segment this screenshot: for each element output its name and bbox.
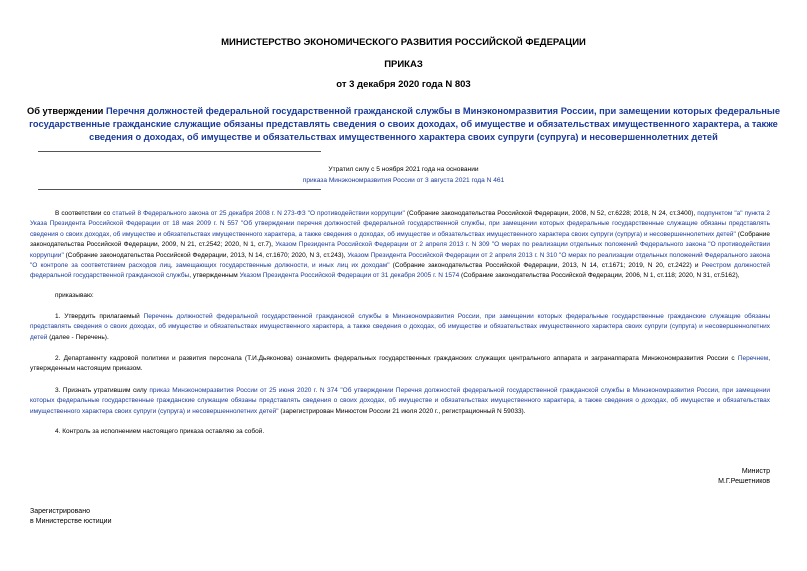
item-1 bbox=[30, 312, 770, 343]
ministry-name: МИНИСТЕРСТВО ЭКОНОМИЧЕСКОГО РАЗВИТИЯ РОССИЙСКОЙ ФЕДЕРАЦИИ bbox=[221, 37, 586, 48]
preamble-link-decree-557[interactable]: подпунктом "а" пункта 2 Указа Президента Российской Федерации от 18 мая 2009 г. N 557 "Об утверждении перечня должностей федеральной государственной службы, при замещении которых федеральные государственные служащие обязаны представлять сведения о своих доходах, об имуществе и обязательствах имущественного характера, а также сведения о доходах, об имуществе и обязательствах имущественного характера своих супруги (супруга) и несовершеннолетних детей" bbox=[30, 210, 770, 238]
preamble-link-law-273[interactable]: статьей 8 Федерального закона от 25 декабря 2008 г. N 273-ФЗ "О противодействии коррупции" bbox=[112, 210, 405, 217]
item-1-text-2: (далее - Перечень). bbox=[47, 333, 109, 341]
document-title bbox=[22, 105, 785, 144]
signature-title: Министр bbox=[741, 468, 770, 475]
registration-block bbox=[30, 507, 111, 527]
title-prefix: Об утверждении bbox=[26, 106, 106, 116]
item-1-text-1: 1. Утвердить прилагаемый bbox=[55, 313, 144, 320]
status-note bbox=[0, 164, 807, 186]
registration-line-1: Зарегистрировано bbox=[30, 508, 90, 515]
item-4 bbox=[30, 427, 770, 437]
preamble-link-registry[interactable]: Реестром должностей федеральной государственной гражданской службы bbox=[30, 262, 770, 280]
item-3 bbox=[30, 386, 770, 417]
status-note-line1: Утратил силу с 5 ноября 2021 года на основании bbox=[328, 166, 479, 173]
preamble-link-decree-309[interactable]: Указом Президента Российской Федерации от 2 апреля 2013 г. N 309 "О мерах по реализации отдельных положений Федерального закона "О противодействии коррупции" bbox=[30, 241, 770, 259]
item-2-text-1: 2. Департаменту кадровой политики и развития персонала (Т.И.Дьяконова) ознакомить федеральных государственных гражданских служащих центрального аппарата и загранаппарата Минэкономразвития России с bbox=[55, 355, 738, 362]
document-date-number: от 3 декабря 2020 года N 803 bbox=[336, 79, 471, 90]
item-2-link-list[interactable]: Перечнем bbox=[737, 355, 769, 362]
item-3-text-2: (зарегистрирован Минюстом России 21 июля 2020 г., регистрационный N 59033). bbox=[278, 407, 526, 415]
preamble-link-decree-310[interactable]: Указом Президента Российской Федерации от 2 апреля 2013 г. N 310 "О мерах по реализации отдельных положений Федерального закона "О контроле за соответствием расходов лиц, замещающих государственные должности, и иных лиц их доходам" bbox=[30, 251, 770, 270]
preamble-text-6: , утвержденным bbox=[189, 272, 240, 280]
divider-bottom bbox=[38, 189, 321, 190]
status-note-link[interactable]: приказа Минэкономразвития России от 3 августа 2021 года N 461 bbox=[302, 177, 505, 184]
order-word bbox=[30, 291, 770, 301]
registration-line-2: в Министерстве юстиции bbox=[30, 518, 112, 525]
preamble-text-7: (Собрание законодательства Российской Федерации, 2006, N 1, ст.118; 2020, N 31, ст.5162), bbox=[459, 272, 740, 280]
item-2-text-2: , утвержденным настоящим приказом. bbox=[30, 355, 770, 373]
item-3-link-order-374[interactable]: приказ Минэкономразвития России от 25 июня 2020 г. N 374 "Об утверждении Перечня должностей федеральной государственной гражданской службы в Минэкономразвития России, при замещении которых федеральные государственные гражданские служащие обязаны представлять сведения о своих доходах, об имуществе и обязательствах имущественного характера, а также сведения о доходах, об имуществе и обязательствах имущественного характера своих супруги (супруга) и несовершеннолетних детей" bbox=[30, 387, 770, 415]
item-1-link-list[interactable]: Перечень должностей федеральной государственной гражданской службы в Минэкономразвития России, при замещении которых федеральные государственные гражданские служащие обязаны представлять сведения о своих доходах, об имуществе и обязательствах имущественного характера, а также сведения о доходах, об имуществе и обязательствах имущественного характера своих супруги (супруга) и несовершеннолетних детей bbox=[30, 313, 770, 341]
preamble-text-4: (Собрание законодательства Российской Федерации, 2013, N 14, ст.1670; 2020, N 3, ст.243), bbox=[63, 251, 348, 259]
preamble-text-3: (Собрание законодательства Российской Федерации, 2009, N 21, ст.2542; 2020, N 1, ст.7), bbox=[30, 230, 771, 249]
signature-block bbox=[718, 467, 770, 487]
signature-name: М.Г.Решетников bbox=[718, 478, 770, 485]
preamble-paragraph bbox=[30, 209, 770, 282]
order-word-text: приказываю: bbox=[55, 292, 94, 299]
preamble-text-5: (Собрание законодательства Российской Федерации, 2013, N 14, ст.1671; 2019, N 20, ст.2422) и bbox=[389, 262, 702, 270]
item-4-text: 4. Контроль за исполнением настоящего приказа оставляю за собой. bbox=[55, 428, 265, 435]
preamble-text-2: (Собрание законодательства Российской Федерации, 2008, N 52, ст.6228; 2018, N 24, ст.3400), bbox=[404, 210, 698, 217]
divider-top bbox=[38, 151, 321, 152]
document-type: ПРИКАЗ bbox=[384, 59, 423, 70]
item-2 bbox=[30, 354, 770, 375]
title-link[interactable]: Перечня должностей федеральной государственной гражданской службы в Минэкономразвития России, при замещении которых федеральные государственные гражданские служащие обязаны представлять сведения о своих доходах, об имуществе и обязательствах имущественного характера, а также сведения о доходах, об имуществе и обязательствах имущественного характера своих супруги (супруга) и несовершеннолетних детей bbox=[29, 106, 781, 142]
preamble-text-1: В соответствии со bbox=[55, 210, 113, 217]
item-3-text-1: 3. Признать утратившим силу bbox=[55, 387, 150, 394]
preamble-link-decree-1574[interactable]: Указом Президента Российской Федерации от 31 декабря 2005 г. N 1574 bbox=[239, 272, 460, 280]
